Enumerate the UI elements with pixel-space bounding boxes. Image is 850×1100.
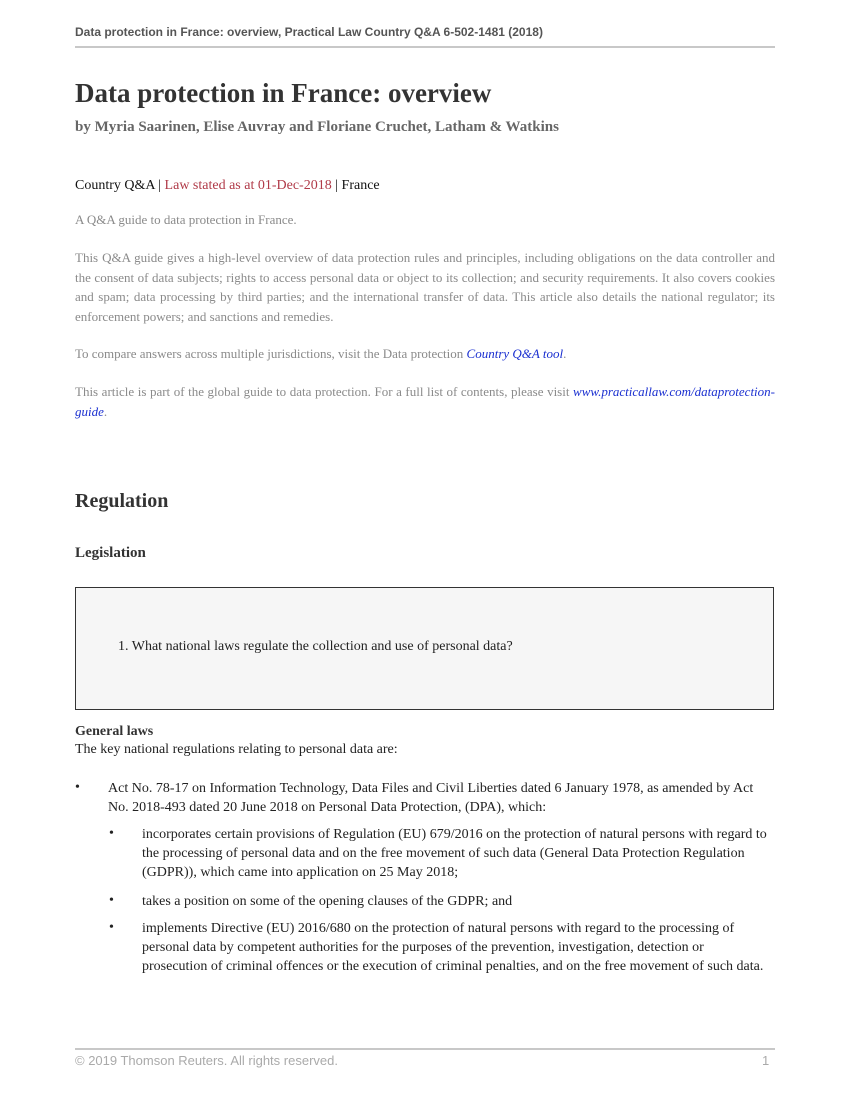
sub-bullet: takes a position on some of the opening clauses of the GDPR; and (142, 894, 513, 909)
guide-link[interactable]: www.practicallaw.com/dataprotection-guide (75, 384, 775, 419)
bullet-icon: • (75, 780, 80, 795)
header-divider (75, 46, 775, 48)
bullet-icon: • (109, 893, 114, 908)
bullet-dpa: Act No. 78-17 on Information Technology, Data Files and Civil Liberties dated 6 January 1978, as amended by Act No. 2018-493 dated 20 June 2018 on Personal Data Protection, (DPA), which: (108, 781, 754, 815)
meta-separator: | (335, 178, 339, 193)
article-overview: This Q&A guide gives a high-level overview of data protection rules and principles, including obligations on the data controller and the consent of data subjects; rights to access personal data or object to its collection; and security requirements. It also covers cookies and spam; data processing by third parties; and the international transfer of data. This article also details the national regulator; its enforcement powers; and sanctions and remedies. (75, 250, 775, 324)
guide-paragraph (75, 382, 775, 421)
law-stated-date: Law stated as at 01-Dec-2018 (164, 178, 332, 193)
general-laws-heading: General laws (75, 724, 154, 739)
subsection-heading: Legislation (75, 545, 146, 561)
question-box (75, 587, 774, 710)
country-qa-tool-link[interactable]: Country Q&A tool (466, 346, 564, 361)
article-summary: A Q&A guide to data protection in France. (75, 212, 297, 227)
footer-divider (75, 1048, 775, 1050)
compare-paragraph (75, 344, 775, 364)
compare-text: To compare answers across multiple jurisdictions, visit the Data protection (75, 346, 467, 361)
author-byline: by Myria Saarinen, Elise Auvray and Floriane Cruchet, Latham & Watkins (75, 119, 559, 135)
page-number: 1 (762, 1053, 770, 1068)
meta-type: Country Q&A (75, 178, 155, 193)
guide-text: This article is part of the global guide to data protection. For a full list of contents, please visit (75, 384, 574, 399)
sub-bullet: incorporates certain provisions of Regulation (EU) 679/2016 on the protection of natural persons with regard to the processing of personal data and on the free movement of such data (General Data Protection Regulation (GDPR)), which came into application on 25 May 2018; (142, 827, 767, 880)
compare-end: . (563, 346, 567, 361)
general-laws-intro: The key national regulations relating to personal data are: (75, 742, 398, 757)
meta-separator: | (158, 178, 162, 193)
running-header: Data protection in France: overview, Practical Law Country Q&A 6-502-1481 (2018) (75, 25, 543, 39)
footer-copyright: © 2019 Thomson Reuters. All rights reserved. (75, 1053, 338, 1068)
section-heading: Regulation (75, 490, 169, 512)
page-title: Data protection in France: overview (75, 78, 492, 108)
article-meta (75, 178, 380, 194)
meta-jurisdiction: France (341, 178, 380, 193)
guide-end: . (103, 403, 108, 419)
bullet-icon: • (109, 920, 114, 935)
bullet-icon: • (109, 826, 114, 841)
question-text: 1. What national laws regulate the collection and use of personal data? (118, 639, 513, 654)
sub-bullet: implements Directive (EU) 2016/680 on the protection of natural persons with regard to the processing of personal data by competent authorities for the purposes of the prevention, investigation, detection or prosecution of criminal offences or the execution of criminal penalties, and on the free movement of such data. (142, 921, 764, 974)
